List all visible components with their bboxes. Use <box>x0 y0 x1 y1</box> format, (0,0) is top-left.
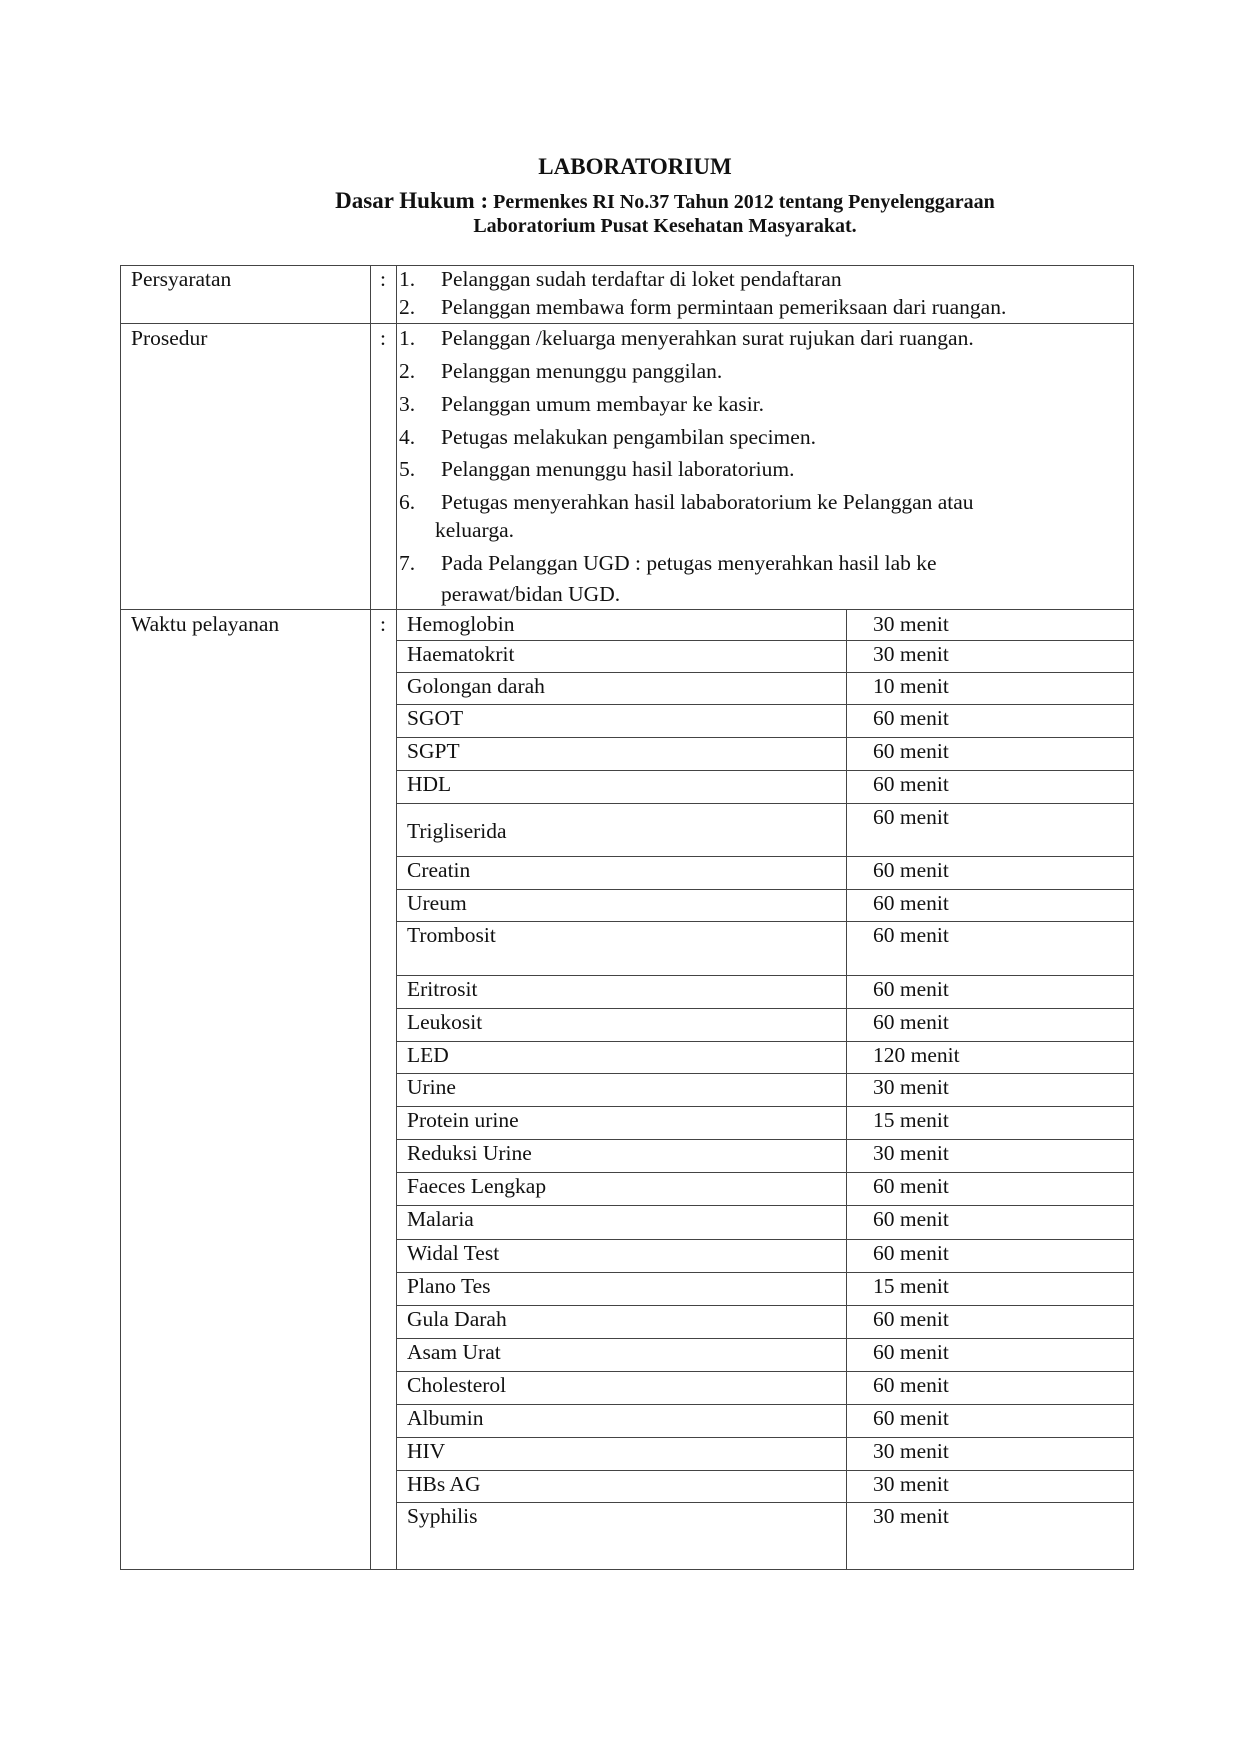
legal-basis-text-1: Permenkes RI No.37 Tahun 2012 tentang Penyelenggaraan <box>493 191 995 213</box>
test-name: SGPT <box>407 739 460 763</box>
table-divider <box>846 609 847 1570</box>
test-duration: 60 menit <box>873 1174 949 1198</box>
test-name: Ureum <box>407 891 467 915</box>
test-duration: 10 menit <box>873 674 949 698</box>
time-row-divider <box>396 889 1134 890</box>
test-duration: 30 menit <box>873 1504 949 1528</box>
test-name: Malaria <box>407 1207 474 1231</box>
test-name: HBs AG <box>407 1472 481 1496</box>
legal-basis-text-2: Laboratorium Pusat Kesehatan Masyarakat. <box>473 215 857 237</box>
time-row-divider <box>396 1371 1134 1372</box>
colon: : <box>380 326 386 350</box>
time-row-divider <box>396 1205 1134 1206</box>
test-name: HIV <box>407 1439 446 1463</box>
test-duration: 60 menit <box>873 1241 949 1265</box>
test-duration: 60 menit <box>873 805 949 829</box>
procedure-item: 5. Pelanggan menunggu hasil laboratorium. <box>399 457 795 481</box>
table-divider <box>370 265 371 1570</box>
time-row-divider <box>396 737 1134 738</box>
test-duration: 60 menit <box>873 1340 949 1364</box>
test-duration: 60 menit <box>873 706 949 730</box>
colon: : <box>380 267 386 291</box>
test-duration: 60 menit <box>873 1373 949 1397</box>
procedure-item-continuation: keluarga. <box>435 518 514 542</box>
test-duration: 60 menit <box>873 977 949 1001</box>
table-divider <box>120 323 1134 324</box>
test-duration: 60 menit <box>873 772 949 796</box>
test-name: Protein urine <box>407 1108 519 1132</box>
procedure-item: 4. Petugas melakukan pengambilan specimen. <box>399 425 816 449</box>
time-row-divider <box>396 770 1134 771</box>
time-row-divider <box>396 975 1134 976</box>
test-duration: 30 menit <box>873 1075 949 1099</box>
requirement-item: 1. Pelanggan sudah terdaftar di loket pendaftaran <box>399 267 842 291</box>
test-name: Trombosit <box>407 923 496 947</box>
test-name: Albumin <box>407 1406 484 1430</box>
test-name: Leukosit <box>407 1010 483 1034</box>
test-duration: 60 menit <box>873 1406 949 1430</box>
row-label-prosedur: Prosedur <box>131 326 208 350</box>
test-name: Creatin <box>407 858 471 882</box>
test-duration: 30 menit <box>873 1439 949 1463</box>
test-duration: 60 menit <box>873 1010 949 1034</box>
time-row-divider <box>396 1437 1134 1438</box>
test-duration: 60 menit <box>873 1207 949 1231</box>
test-duration: 15 menit <box>873 1274 949 1298</box>
procedure-item: 1. Pelanggan /keluarga menyerahkan surat rujukan dari ruangan. <box>399 326 974 350</box>
colon: : <box>380 612 386 636</box>
time-row-divider <box>396 1008 1134 1009</box>
procedure-item: 3. Pelanggan umum membayar ke kasir. <box>399 392 765 416</box>
requirement-item: 2. Pelanggan membawa form permintaan pemeriksaan dari ruangan. <box>399 295 1007 319</box>
time-row-divider <box>396 803 1134 804</box>
time-row-divider <box>396 856 1134 857</box>
procedure-item: 6. Petugas menyerahkan hasil lababoratorium ke Pelanggan atau <box>399 490 974 514</box>
procedure-item: 7. Pada Pelanggan UGD : petugas menyerahkan hasil lab ke <box>399 551 937 575</box>
time-row-divider <box>396 921 1134 922</box>
test-name: HDL <box>407 772 452 796</box>
test-duration: 30 menit <box>873 1472 949 1496</box>
test-duration: 60 menit <box>873 923 949 947</box>
test-name: Urine <box>407 1075 456 1099</box>
test-duration: 60 menit <box>873 891 949 915</box>
time-row-divider <box>396 1041 1134 1042</box>
procedure-item: 2. Pelanggan menunggu panggilan. <box>399 359 723 383</box>
time-row-divider <box>396 1470 1134 1471</box>
time-row-divider <box>396 1338 1134 1339</box>
test-name: Plano Tes <box>407 1274 491 1298</box>
page-title: LABORATORIUM <box>538 154 732 179</box>
row-label-waktu-pelayanan: Waktu pelayanan <box>131 612 280 636</box>
test-name: Golongan darah <box>407 674 545 698</box>
time-row-divider <box>396 704 1134 705</box>
time-row-divider <box>396 1272 1134 1273</box>
test-name: SGOT <box>407 706 464 730</box>
test-name: Syphilis <box>407 1504 478 1528</box>
test-name: Hemoglobin <box>407 612 515 636</box>
test-duration: 30 menit <box>873 612 949 636</box>
test-name: LED <box>407 1043 449 1067</box>
time-row-divider <box>396 1239 1134 1240</box>
procedure-item-continuation: perawat/bidan UGD. <box>441 582 621 606</box>
test-duration: 60 menit <box>873 1307 949 1331</box>
test-name: Gula Darah <box>407 1307 507 1331</box>
test-name: Cholesterol <box>407 1373 507 1397</box>
test-duration: 60 menit <box>873 739 949 763</box>
table-divider <box>120 609 1134 610</box>
test-duration: 15 menit <box>873 1108 949 1132</box>
test-duration: 30 menit <box>873 1141 949 1165</box>
test-duration: 120 menit <box>873 1043 960 1067</box>
test-duration: 30 menit <box>873 642 949 666</box>
time-row-divider <box>396 1502 1134 1503</box>
test-name: Trigliserida <box>407 819 507 843</box>
row-label-persyaratan: Persyaratan <box>131 267 232 291</box>
test-duration: 60 menit <box>873 858 949 882</box>
legal-basis-line1 <box>0 187 1241 216</box>
test-name: Asam Urat <box>407 1340 501 1364</box>
time-row-divider <box>396 1073 1134 1074</box>
test-name: Faeces Lengkap <box>407 1174 547 1198</box>
test-name: Haematokrit <box>407 642 515 666</box>
test-name: Widal Test <box>407 1241 500 1265</box>
legal-basis-label: Dasar Hukum : <box>335 188 489 213</box>
test-name: Eritrosit <box>407 977 478 1001</box>
test-name: Reduksi Urine <box>407 1141 532 1165</box>
table-divider <box>396 265 397 1570</box>
time-row-divider <box>396 1404 1134 1405</box>
